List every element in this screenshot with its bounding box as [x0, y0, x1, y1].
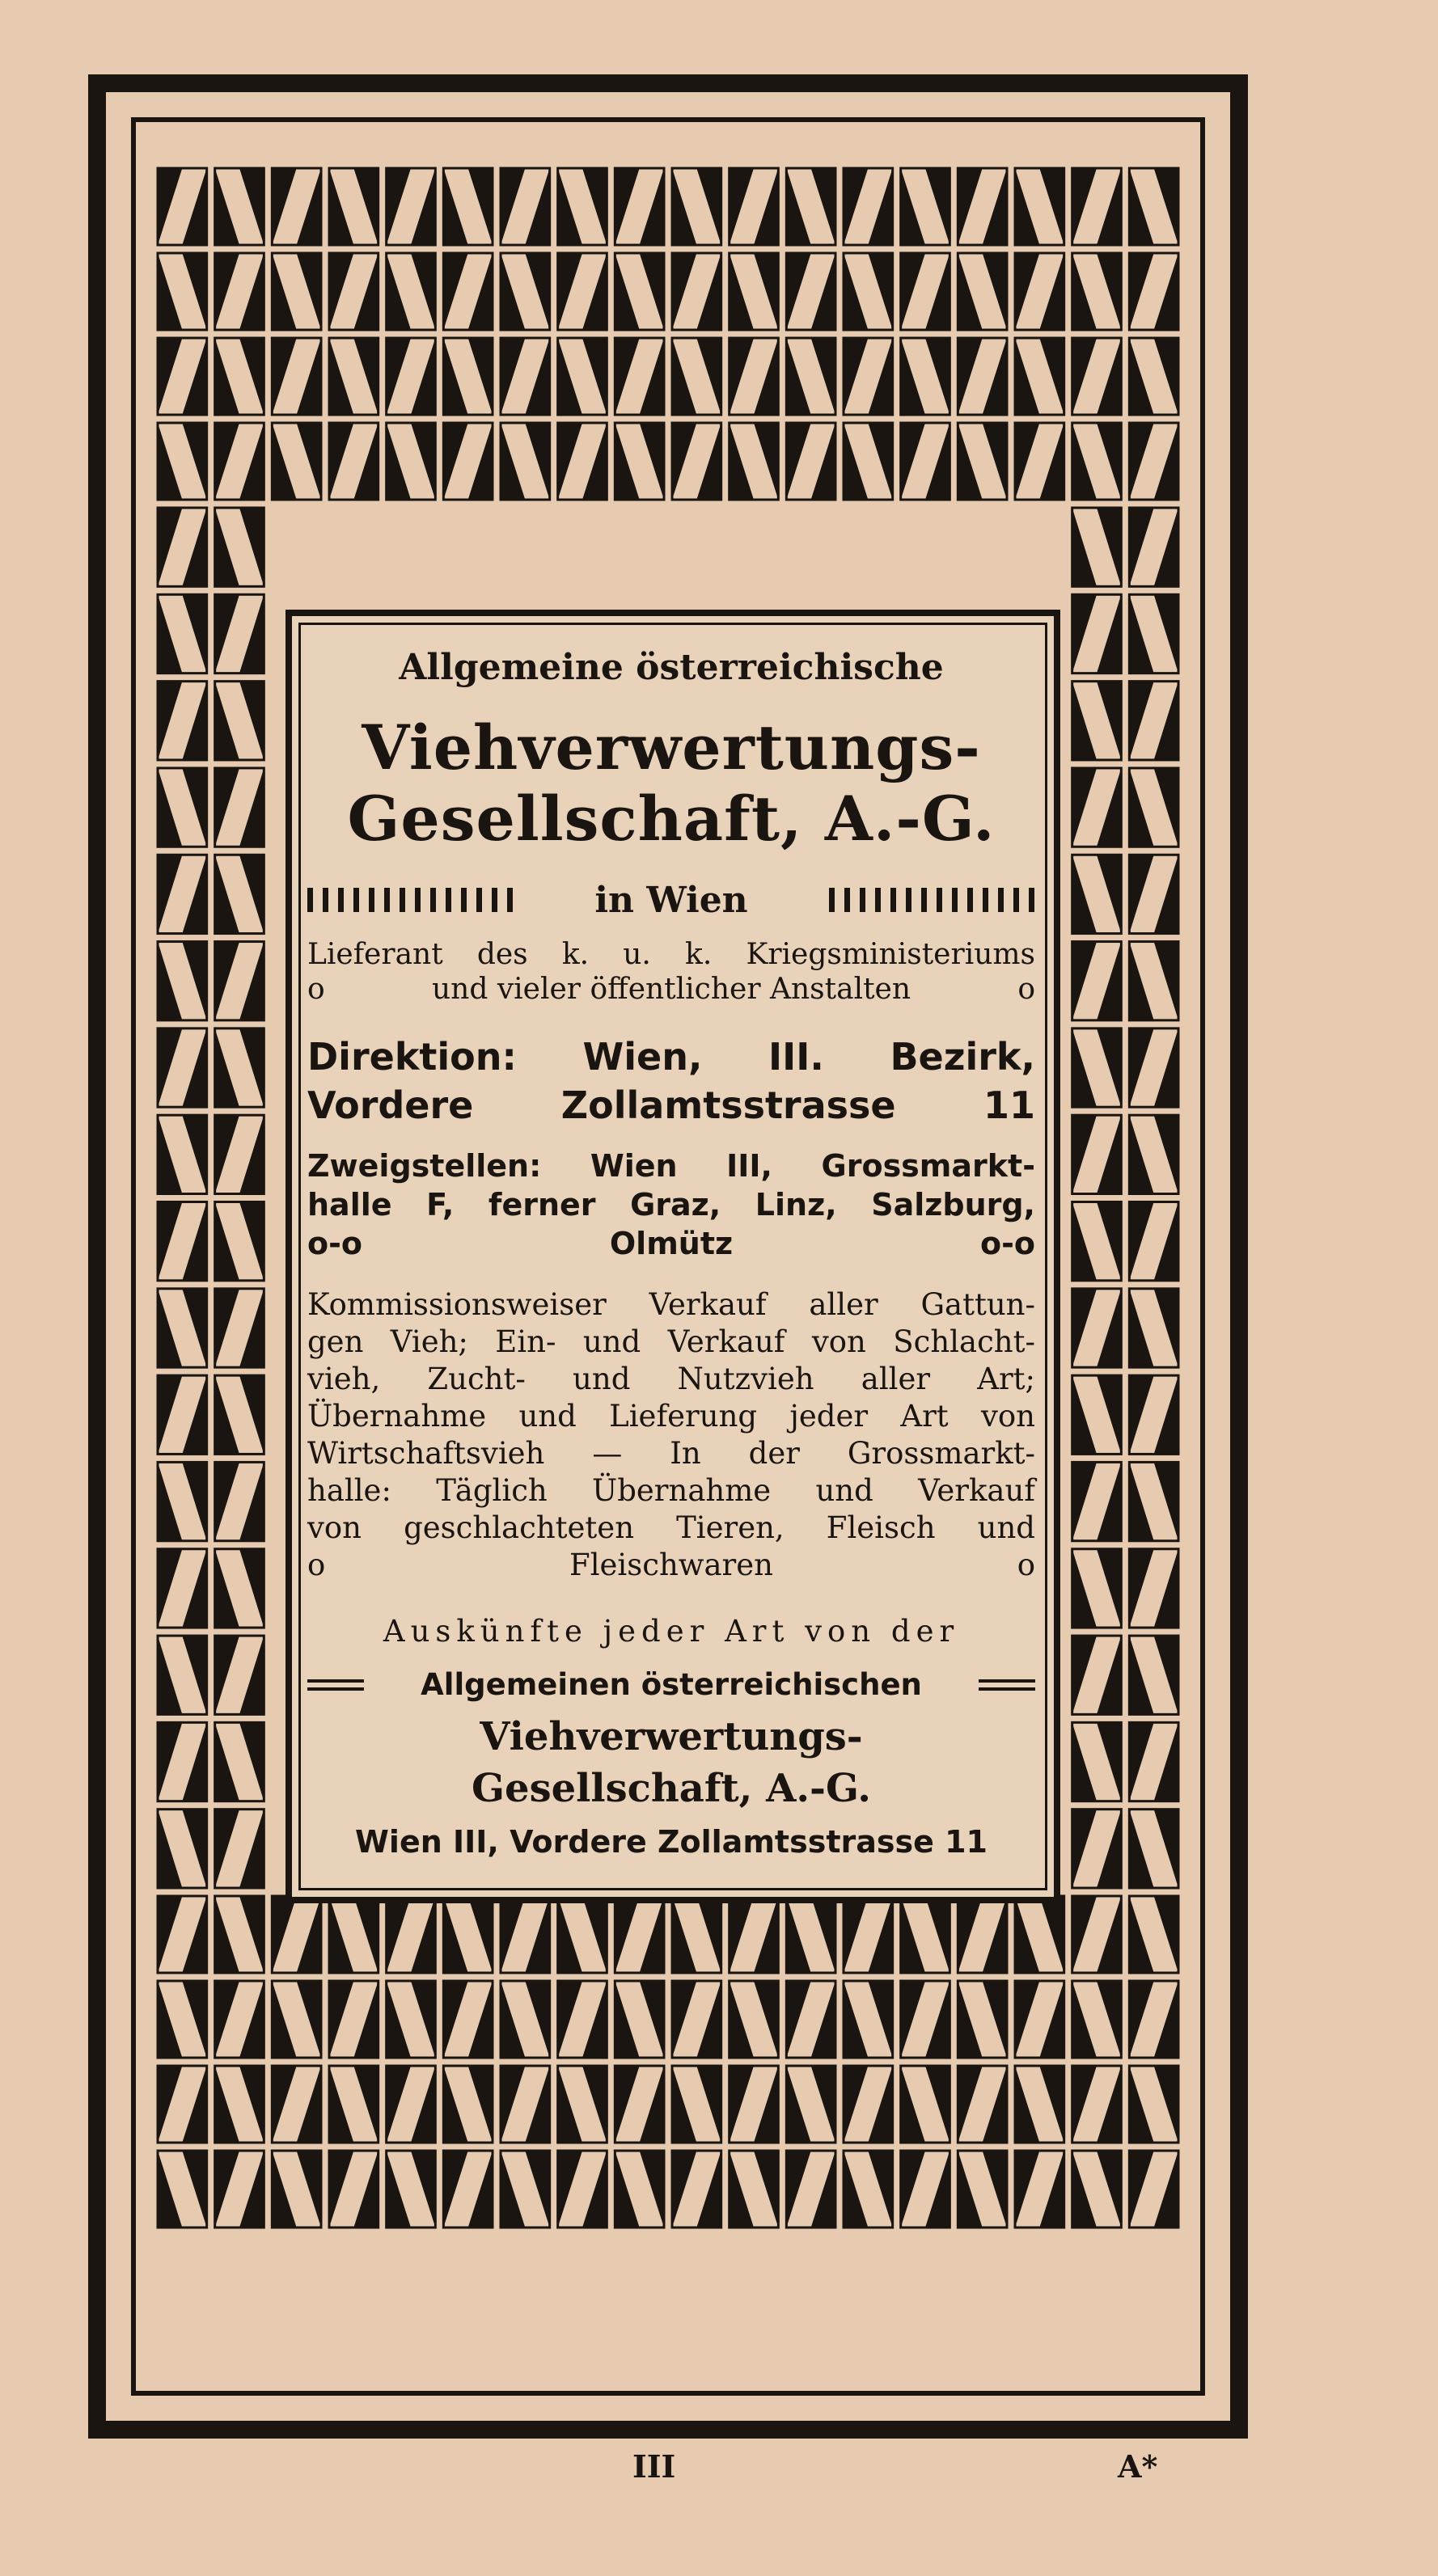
direction-line-1: Direktion: Wien, III. Bezirk, — [307, 1035, 1035, 1079]
frame-tile-motif — [672, 338, 721, 415]
frame-tile-motif — [158, 2066, 207, 2143]
frame-tile-motif — [1072, 2151, 1122, 2228]
frame-tile-motif — [272, 338, 321, 415]
description-line: Wirtschaftsvieh — In der Grossmarkt- — [307, 1436, 1035, 1471]
frame-tile-motif — [1015, 1896, 1064, 1973]
frame-tile-motif — [786, 2151, 835, 2228]
frame-tile-motif — [215, 2066, 264, 2143]
frame-tile-motif — [1072, 1896, 1122, 1973]
frame-tile-motif — [443, 168, 493, 245]
frame-tile-motif — [1129, 1722, 1178, 1801]
supplier-line-2-row — [307, 973, 1035, 1006]
location-label: in Wien — [594, 879, 748, 921]
frame-tile-motif — [158, 768, 207, 847]
frame-tile-motif — [215, 1896, 264, 1973]
frame-tile-motif — [158, 1202, 207, 1281]
company-line-2: Viehverwertungs- — [480, 1714, 863, 1759]
frame-tile-motif — [158, 1289, 207, 1367]
frame-tile-motif — [558, 1896, 607, 1973]
frame-tile-motif — [958, 338, 1007, 415]
frame-tile-motif — [387, 168, 436, 245]
frame-tile-motif — [215, 1115, 264, 1193]
frame-tile-motif — [958, 2151, 1007, 2228]
frame-tile-motif — [1072, 768, 1122, 847]
title-line-2: Viehverwertungs- — [362, 712, 981, 783]
company-line-3: Gesellschaft, A.-G. — [472, 1766, 871, 1811]
branches-city: Olmütz — [609, 1226, 734, 1261]
frame-tile-motif — [1072, 1462, 1122, 1540]
branches-mark-left: o-o — [307, 1226, 362, 1261]
frame-tile-motif — [1129, 2151, 1178, 2228]
frame-tile-motif — [672, 253, 721, 330]
frame-tile-motif — [730, 2066, 779, 2143]
frame-tile-motif — [443, 253, 493, 330]
frame-tile-motif — [1129, 855, 1178, 933]
frame-tile-motif — [558, 168, 607, 245]
frame-tile-motif — [558, 1981, 607, 2058]
frame-tile-motif — [158, 508, 207, 586]
frame-tile-motif — [387, 423, 436, 500]
frame-tile-motif — [387, 338, 436, 415]
frame-tile-motif — [1129, 1981, 1178, 2058]
frame-tile-motif — [958, 2066, 1007, 2143]
frame-tile-motif — [786, 253, 835, 330]
frame-tile-motif — [158, 942, 207, 1020]
frame-tile-motif — [558, 423, 607, 500]
company-line-1: Allgemeinen österreichischen — [421, 1667, 922, 1702]
frame-tile-motif — [329, 338, 379, 415]
frame-tile-motif — [615, 2151, 664, 2228]
frame-tile-motif — [329, 1981, 379, 2058]
frame-tile-motif — [558, 253, 607, 330]
frame-tile-motif — [844, 2151, 893, 2228]
frame-tile-motif — [272, 1981, 321, 2058]
frame-tile-motif — [730, 168, 779, 245]
double-rule-left — [307, 1679, 364, 1691]
frame-tile-motif — [844, 2066, 893, 2143]
frame-tile-motif — [158, 1462, 207, 1540]
frame-tile-motif — [1129, 253, 1178, 330]
frame-tile-motif — [730, 1896, 779, 1973]
frame-tile-motif — [901, 2066, 950, 2143]
title-line-3: Gesellschaft, A.-G. — [347, 783, 996, 855]
frame-tile-motif — [158, 1896, 207, 1973]
frame-tile-motif — [1072, 1028, 1122, 1107]
frame-tile-motif — [1129, 1549, 1178, 1628]
frame-tile-motif — [387, 1896, 436, 1973]
frame-tile-motif — [1015, 1981, 1064, 2058]
frame-tile-motif — [443, 2066, 493, 2143]
frame-tile-motif — [786, 168, 835, 245]
hatch-ornament-right — [829, 888, 1035, 912]
frame-tile-motif — [158, 1981, 207, 2058]
frame-tile-motif — [786, 423, 835, 500]
frame-tile-motif — [1129, 942, 1178, 1020]
frame-tile-motif — [215, 508, 264, 586]
frame-tile-motif — [501, 1896, 550, 1973]
frame-tile-motif — [215, 1028, 264, 1107]
branches-mark-right: o-o — [980, 1226, 1035, 1261]
title-line-1: Allgemeine österreichische — [399, 647, 944, 688]
branches-line-1: Zweigstellen: Wien III, Grossmarkt- — [307, 1148, 1035, 1184]
frame-tile-motif — [215, 1636, 264, 1714]
frame-tile-motif — [1072, 1636, 1122, 1714]
frame-tile-motif — [215, 168, 264, 245]
frame-tile-motif — [672, 423, 721, 500]
frame-tile-motif — [1129, 1289, 1178, 1367]
frame-tile-motif — [1072, 1202, 1122, 1281]
supplier-bullet-left: o — [307, 973, 325, 1006]
frame-tile-motif — [844, 423, 893, 500]
frame-tile-motif — [1072, 1375, 1122, 1454]
frame-tile-motif — [215, 594, 264, 673]
frame-tile-motif — [215, 1722, 264, 1801]
frame-tile-motif — [1072, 942, 1122, 1020]
signature-mark: A* — [1118, 2448, 1158, 2485]
frame-tile-motif — [901, 1896, 950, 1973]
branches-line-2: halle F, ferner Graz, Linz, Salzburg, — [307, 1187, 1035, 1223]
frame-tile-motif — [501, 168, 550, 245]
description-line: Kommissionsweiser Verkauf aller Gattun- — [307, 1287, 1035, 1322]
frame-tile-motif — [901, 338, 950, 415]
frame-tile-motif — [615, 1981, 664, 2058]
frame-tile-motif — [1015, 2066, 1064, 2143]
frame-tile-motif — [215, 1202, 264, 1281]
frame-tile-motif — [558, 338, 607, 415]
supplier-bullet-right: o — [1017, 973, 1035, 1006]
frame-tile-motif — [215, 855, 264, 933]
direction-line-2: Vordere Zollamtsstrasse 11 — [307, 1083, 1035, 1127]
frame-tile-motif — [958, 253, 1007, 330]
frame-tile-motif — [844, 338, 893, 415]
frame-tile-motif — [1072, 1549, 1122, 1628]
description-bullet-left: o — [307, 1548, 326, 1582]
frame-tile-motif — [501, 1981, 550, 2058]
frame-tile-motif — [158, 594, 207, 673]
frame-tile-motif — [844, 1981, 893, 2058]
frame-tile-motif — [615, 423, 664, 500]
hatch-ornament-left — [307, 888, 514, 912]
frame-tile-motif — [158, 1549, 207, 1628]
frame-tile-motif — [958, 168, 1007, 245]
description-bullet-right: o — [1017, 1548, 1035, 1582]
frame-tile-motif — [558, 2066, 607, 2143]
location-row — [307, 880, 1035, 920]
frame-tile-motif — [844, 168, 893, 245]
frame-tile-motif — [272, 2066, 321, 2143]
description-line: von geschlachteten Tieren, Fleisch und — [307, 1510, 1035, 1545]
frame-tile-motif — [329, 423, 379, 500]
frame-tile-motif — [1072, 1115, 1122, 1193]
frame-tile-motif — [1072, 1981, 1122, 2058]
frame-tile-motif — [786, 338, 835, 415]
frame-tile-motif — [158, 1115, 207, 1193]
frame-tile-motif — [1072, 594, 1122, 673]
description-line: vieh, Zucht- und Nutzvieh aller Art; — [307, 1362, 1035, 1396]
frame-tile-motif — [387, 1981, 436, 2058]
frame-tile-motif — [1129, 594, 1178, 673]
frame-tile-motif — [730, 338, 779, 415]
frame-tile-motif — [387, 2066, 436, 2143]
frame-tile-motif — [672, 168, 721, 245]
frame-tile-motif — [158, 682, 207, 760]
frame-tile-motif — [958, 1896, 1007, 1973]
frame-tile-motif — [501, 338, 550, 415]
frame-tile-motif — [1129, 508, 1178, 586]
frame-tile-motif — [158, 423, 207, 500]
frame-tile-motif — [958, 1981, 1007, 2058]
frame-tile-motif — [1129, 1375, 1178, 1454]
frame-tile-motif — [272, 2151, 321, 2228]
frame-tile-motif — [1072, 1289, 1122, 1367]
frame-tile-motif — [215, 2151, 264, 2228]
frame-tile-motif — [615, 1896, 664, 1973]
frame-tile-motif — [215, 1375, 264, 1454]
frame-tile-motif — [215, 1549, 264, 1628]
frame-tile-motif — [901, 423, 950, 500]
double-rule-right — [979, 1679, 1035, 1691]
frame-tile-motif — [329, 1896, 379, 1973]
frame-tile-motif — [501, 2151, 550, 2228]
frame-tile-motif — [387, 253, 436, 330]
frame-tile-motif — [1129, 1810, 1178, 1888]
frame-tile-motif — [215, 768, 264, 847]
frame-tile-motif — [958, 423, 1007, 500]
frame-tile-motif — [672, 2151, 721, 2228]
frame-tile-motif — [672, 2066, 721, 2143]
frame-tile-motif — [1015, 2151, 1064, 2228]
frame-tile-motif — [443, 338, 493, 415]
frame-tile-motif — [158, 2151, 207, 2228]
frame-tile-motif — [329, 253, 379, 330]
frame-tile-motif — [615, 168, 664, 245]
frame-tile-motif — [329, 2066, 379, 2143]
frame-tile-motif — [786, 2066, 835, 2143]
frame-tile-motif — [215, 1289, 264, 1367]
frame-tile-motif — [615, 338, 664, 415]
description-last: Fleischwaren — [569, 1548, 773, 1582]
frame-tile-motif — [215, 1810, 264, 1888]
frame-tile-motif — [1129, 168, 1178, 245]
frame-tile-motif — [158, 1722, 207, 1801]
frame-tile-motif — [901, 168, 950, 245]
frame-tile-motif — [443, 1981, 493, 2058]
frame-tile-motif — [1072, 1810, 1122, 1888]
frame-tile-motif — [272, 423, 321, 500]
description-last-row — [307, 1548, 1035, 1582]
frame-tile-motif — [1015, 168, 1064, 245]
description-line: Übernahme und Lieferung jeder Art von — [307, 1399, 1035, 1434]
frame-tile-motif — [215, 1462, 264, 1540]
frame-tile-motif — [215, 1981, 264, 2058]
frame-tile-motif — [158, 1636, 207, 1714]
company-address: Wien III, Vordere Zollamtsstrasse 11 — [355, 1824, 988, 1860]
frame-tile-motif — [387, 2151, 436, 2228]
supplier-line-2: und vieler öffentlicher Anstalten — [431, 973, 911, 1006]
frame-tile-motif — [1129, 1115, 1178, 1193]
frame-tile-motif — [730, 253, 779, 330]
frame-tile-motif — [786, 1896, 835, 1973]
info-line: Auskünfte jeder Art von der — [383, 1614, 960, 1649]
frame-tile-motif — [730, 1981, 779, 2058]
frame-tile-motif — [615, 253, 664, 330]
frame-tile-motif — [901, 2151, 950, 2228]
frame-tile-motif — [158, 855, 207, 933]
frame-tile-motif — [730, 423, 779, 500]
frame-tile-motif — [1072, 168, 1122, 245]
description-line: halle: Täglich Übernahme und Verkauf — [307, 1473, 1035, 1508]
frame-tile-motif — [272, 1896, 321, 1973]
frame-tile-motif — [901, 1981, 950, 2058]
description-line: gen Vieh; Ein- und Verkauf von Schlacht- — [307, 1324, 1035, 1359]
frame-tile-motif — [215, 682, 264, 760]
frame-tile-motif — [615, 2066, 664, 2143]
frame-tile-motif — [158, 338, 207, 415]
frame-tile-motif — [1015, 338, 1064, 415]
frame-tile-motif — [1129, 2066, 1178, 2143]
frame-tile-motif — [158, 1375, 207, 1454]
frame-tile-motif — [1072, 682, 1122, 760]
frame-tile-motif — [215, 423, 264, 500]
frame-tile-motif — [158, 1810, 207, 1888]
frame-tile-motif — [1072, 855, 1122, 933]
frame-tile-motif — [1129, 338, 1178, 415]
supplier-line-1: Lieferant des k. u. k. Kriegsministeriums — [307, 938, 1035, 971]
frame-tile-motif — [272, 253, 321, 330]
frame-tile-motif — [215, 338, 264, 415]
frame-tile-motif — [1072, 423, 1122, 500]
frame-tile-motif — [672, 1896, 721, 1973]
frame-tile-motif — [443, 1896, 493, 1973]
frame-tile-motif — [158, 253, 207, 330]
frame-tile-motif — [558, 2151, 607, 2228]
frame-tile-motif — [1129, 1462, 1178, 1540]
frame-tile-motif — [158, 168, 207, 245]
frame-tile-motif — [901, 253, 950, 330]
frame-tile-motif — [329, 168, 379, 245]
frame-tile-motif — [501, 253, 550, 330]
page-number: III — [632, 2448, 676, 2485]
frame-tile-motif — [1129, 1896, 1178, 1973]
frame-tile-motif — [443, 423, 493, 500]
frame-tile-motif — [1129, 768, 1178, 847]
frame-tile-motif — [730, 2151, 779, 2228]
frame-tile-motif — [1129, 1636, 1178, 1714]
frame-tile-motif — [1072, 338, 1122, 415]
frame-tile-motif — [1129, 1202, 1178, 1281]
frame-tile-motif — [1072, 253, 1122, 330]
frame-tile-motif — [1129, 1028, 1178, 1107]
frame-tile-motif — [786, 1981, 835, 2058]
frame-tile-motif — [1072, 1722, 1122, 1801]
frame-tile-motif — [158, 1028, 207, 1107]
frame-tile-motif — [215, 253, 264, 330]
branches-line-3-row — [307, 1226, 1035, 1261]
frame-tile-motif — [443, 2151, 493, 2228]
frame-tile-motif — [329, 2151, 379, 2228]
frame-tile-motif — [501, 423, 550, 500]
company-line-1-row — [307, 1667, 1035, 1702]
frame-tile-motif — [672, 1981, 721, 2058]
frame-tile-motif — [1129, 423, 1178, 500]
frame-tile-motif — [1015, 253, 1064, 330]
frame-tile-motif — [844, 1896, 893, 1973]
frame-tile-motif — [844, 253, 893, 330]
frame-tile-motif — [272, 168, 321, 245]
frame-tile-motif — [501, 2066, 550, 2143]
frame-tile-motif — [215, 942, 264, 1020]
frame-tile-motif — [1072, 508, 1122, 586]
frame-tile-motif — [1015, 423, 1064, 500]
frame-tile-motif — [1129, 682, 1178, 760]
frame-tile-motif — [1072, 2066, 1122, 2143]
